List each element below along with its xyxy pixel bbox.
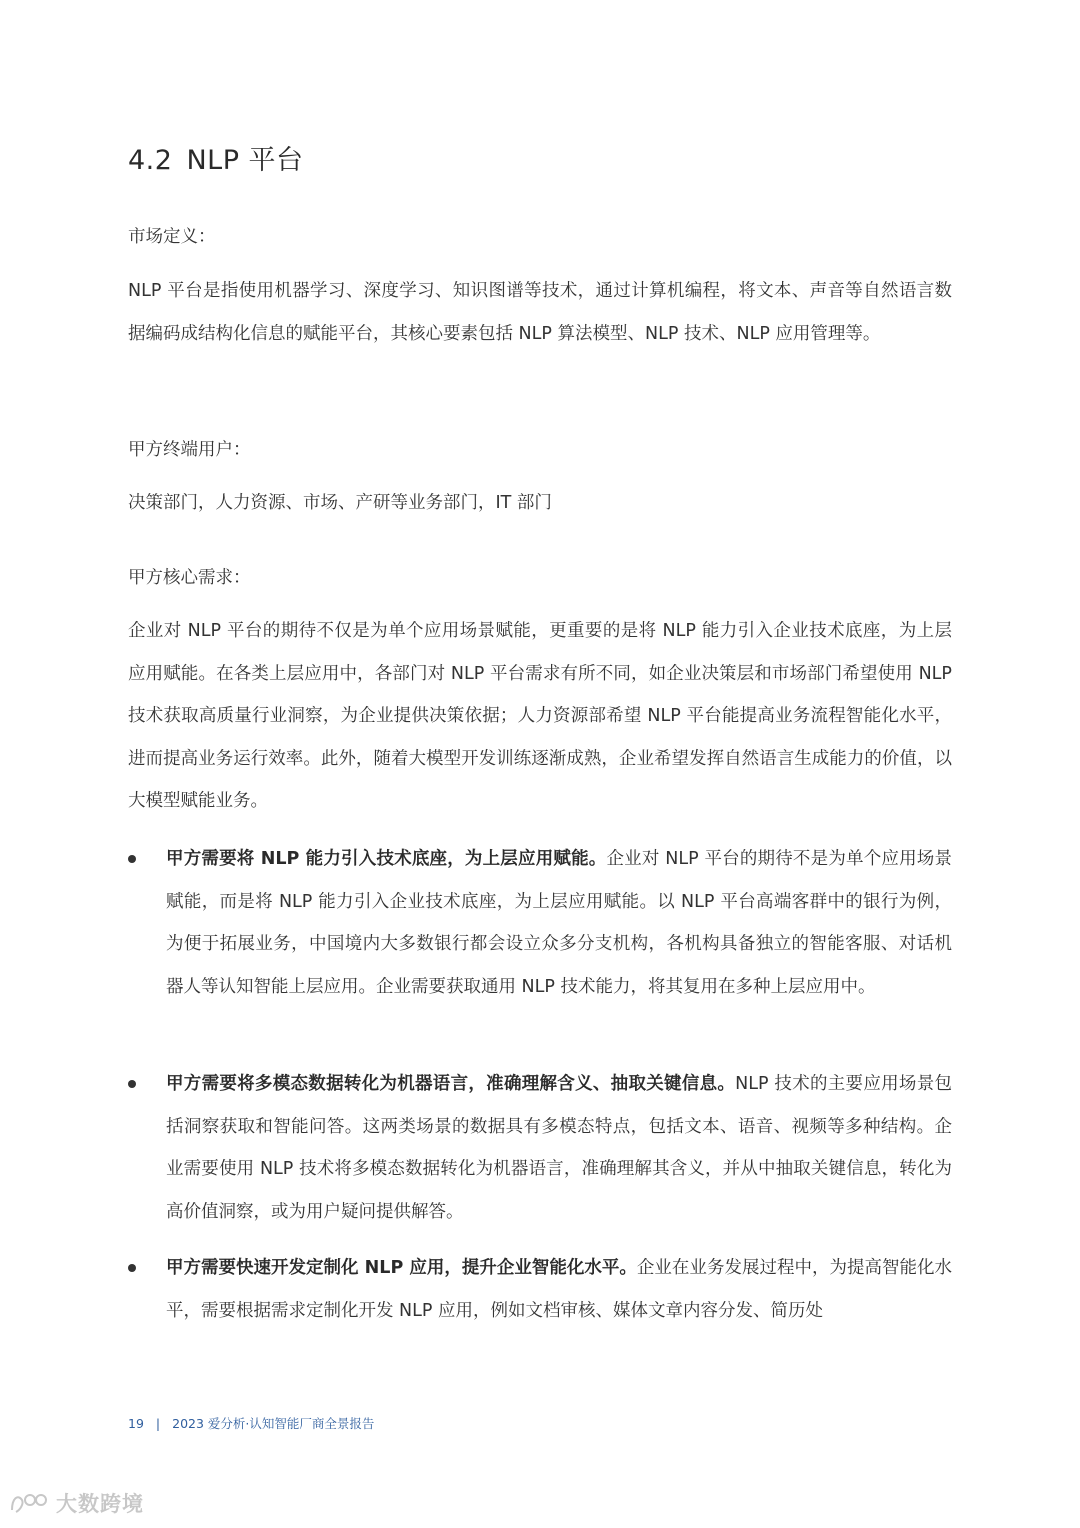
bullet-item — [128, 1063, 952, 1233]
section-number: 4.2 — [128, 145, 173, 176]
page-number: 19 — [128, 1416, 144, 1431]
end-users-label: 甲方终端用户： — [128, 440, 251, 460]
footer-separator: | — [155, 1416, 161, 1431]
bullet-body: 企业对 NLP 平台的期待不是为单个应用场景赋能，而是将 NLP 能力引入企业技术底座，为上层应用赋能。以 NLP 平台高端客群中的银行为例，为便于拓展业务，中国境内大多数银行都会设立众多分支机构，各机构具备独立的智能客服、对话机器人等认知智能上层应用。企业需要获取通用 NLP 技术能力，将其复用在多种上层应用中。 — [166, 849, 952, 997]
bullet-text — [166, 1247, 952, 1332]
bullet-dot-icon — [128, 1264, 136, 1272]
core-needs-text: 企业对 NLP 平台的期待不仅是为单个应用场景赋能，更重要的是将 NLP 能力引入企业技术底座，为上层应用赋能。在各类上层应用中，各部门对 NLP 平台需求有所不同，如企业决策层和市场部门希望使用 NLP 技术获取高质量行业洞察，为企业提供决策依据；人力资源部希望 NLP 平台能提高业务流程智能化水平，进而提高业务运行效率。此外，随着大模型开发训练逐渐成熟，企业希望发挥自然语言生成能力的价值，以大模型赋能业务。 — [128, 621, 952, 811]
watermark — [8, 1488, 144, 1518]
market-definition-text: NLP 平台是指使用机器学习、深度学习、知识图谱等技术，通过计算机编程，将文本、声音等自然语言数据编码成结构化信息的赋能平台，其核心要素包括 NLP 算法模型、NLP 技术、NLP 应用管理等。 — [128, 281, 952, 344]
watermark-text: 大数跨境 — [56, 1492, 144, 1516]
bullet-dot-icon — [128, 1080, 136, 1088]
bullet-lead: 甲方需要快速开发定制化 NLP 应用，提升企业智能化水平。 — [166, 1258, 637, 1278]
report-title: 2023 爱分析·认知智能厂商全景报告 — [172, 1416, 375, 1431]
core-needs-label: 甲方核心需求： — [128, 568, 251, 588]
bullet-item — [128, 838, 952, 1008]
bullet-lead: 甲方需要将多模态数据转化为机器语言，准确理解含义、抽取关键信息。 — [166, 1074, 736, 1094]
bullet-text — [166, 838, 952, 1008]
watermark-logo-icon — [8, 1490, 50, 1516]
page-footer — [128, 1414, 374, 1432]
bullet-body: NLP 技术的主要应用场景包括洞察获取和智能问答。这两类场景的数据具有多模态特点，包括文本、语音、视频等多种结构。企业需要使用 NLP 技术将多模态数据转化为机器语言，准确理解其含义，并从中抽取关键信息，转化为高价值洞察，或为用户疑问提供解答。 — [166, 1074, 952, 1222]
bullet-item — [128, 1247, 952, 1332]
bullet-dot-icon — [128, 855, 136, 863]
section-heading — [128, 138, 304, 177]
bullet-text — [166, 1063, 952, 1233]
bullet-lead: 甲方需要将 NLP 能力引入技术底座，为上层应用赋能。 — [166, 849, 607, 869]
market-definition-label: 市场定义： — [128, 227, 216, 247]
end-users-text: 决策部门，人力资源、市场、产研等业务部门，IT 部门 — [128, 493, 552, 513]
bullet-body: 企业在业务发展过程中，为提高智能化水平，需要根据需求定制化开发 NLP 应用，例如文档审核、媒体文章内容分发、简历处 — [166, 1258, 952, 1321]
section-title: NLP 平台 — [186, 145, 304, 176]
